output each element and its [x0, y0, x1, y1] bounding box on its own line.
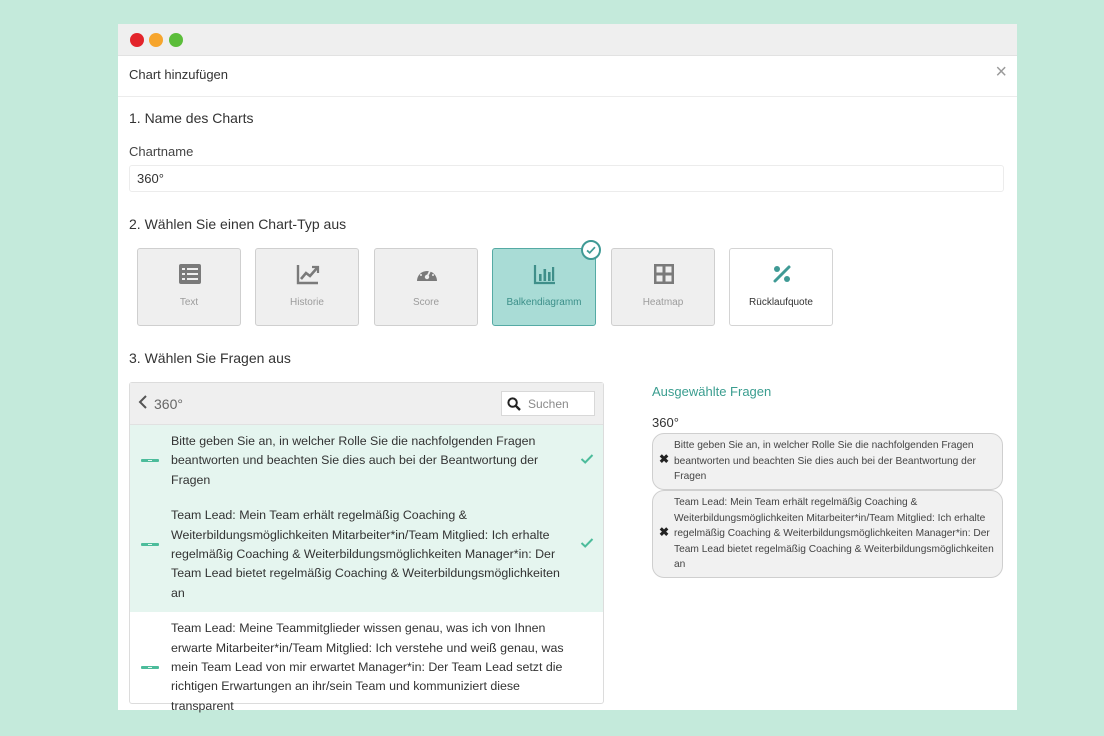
maximize-window-dot[interactable] — [169, 33, 183, 47]
section-type-title: 2. Wählen Sie einen Chart-Typ aus — [129, 216, 347, 232]
chart-dialog-window — [118, 24, 1017, 713]
bar-chart-icon — [533, 262, 557, 286]
chart-type-label: Score — [412, 297, 440, 308]
close-icon[interactable]: × — [995, 61, 1007, 83]
question-text: Bitte geben Sie an, in welcher Rolle Sie die nachfolgenden Fragen beantworten und beachten Sie dies auch bei der Beantwortung der Fragen — [171, 434, 539, 487]
chevron-left-icon[interactable] — [138, 395, 148, 414]
remove-icon[interactable]: ✖ — [659, 452, 670, 466]
percent-icon — [770, 262, 794, 286]
selected-question-text: Team Lead: Mein Team erhält regelmäßig Coaching & Weiterbildungsmöglichkeiten Mitarbeiter*in/Team Mitglied: Ich erhalte regelmäßig Coaching & Weiterbildungsmöglichkeiten Manager*in: Der Team Lead bietet regelmäßig Coaching & Weiterbildungsmöglichkeiten an — [674, 497, 994, 570]
selected-check-icon — [581, 240, 601, 260]
chart-type-historie[interactable] — [255, 248, 359, 326]
selected-question-chip — [652, 433, 1003, 490]
check-icon — [580, 453, 594, 465]
breadcrumb[interactable]: 360° — [154, 396, 183, 412]
chart-type-label: Rücklaufquote — [749, 297, 813, 308]
modal-title: Chart hinzufügen — [129, 67, 229, 82]
gauge-icon — [415, 262, 439, 286]
question-browser-header — [130, 383, 603, 425]
question-row[interactable] — [130, 499, 603, 612]
drag-handle-icon[interactable] — [141, 459, 159, 462]
chart-type-label: Heatmap — [642, 297, 684, 308]
selected-question-text: Bitte geben Sie an, in welcher Rolle Sie die nachfolgenden Fragen beantworten und beachten Sie dies auch bei der Beantwortung der Fragen — [674, 440, 976, 482]
check-icon — [580, 537, 594, 549]
chart-type-label: Historie — [290, 297, 324, 308]
chart-type-ruecklaufquote[interactable] — [729, 248, 833, 326]
chart-type-text[interactable] — [137, 248, 241, 326]
trend-chart-icon — [296, 262, 320, 286]
section-name-title: 1. Name des Charts — [129, 110, 254, 126]
question-row[interactable] — [130, 425, 603, 499]
remove-icon[interactable]: ✖ — [659, 525, 670, 539]
chartname-label: Chartname — [129, 144, 194, 159]
chart-type-label: Balkendiagramm — [506, 297, 582, 308]
grid-icon — [652, 262, 676, 286]
chart-type-balkendiagramm[interactable] — [492, 248, 596, 326]
selected-questions-title: Ausgewählte Fragen — [652, 384, 772, 399]
minimize-window-dot[interactable] — [149, 33, 163, 47]
search-icon — [507, 397, 521, 411]
question-list — [130, 425, 603, 725]
question-row[interactable] — [130, 612, 603, 725]
list-icon — [178, 262, 202, 286]
selected-group-label: 360° — [652, 415, 679, 430]
close-window-dot[interactable] — [130, 33, 144, 47]
chartname-input[interactable] — [129, 165, 1004, 192]
drag-handle-icon[interactable] — [141, 666, 159, 669]
question-browser — [129, 382, 604, 713]
section-questions-title: 3. Wählen Sie Fragen aus — [129, 350, 291, 366]
selected-question-chip — [652, 490, 1003, 578]
chart-type-score[interactable] — [374, 248, 478, 326]
chart-type-heatmap[interactable] — [611, 248, 715, 326]
modal-header — [118, 56, 1017, 97]
question-text: Team Lead: Mein Team erhält regelmäßig Coaching & Weiterbildungsmöglichkeiten Mitarbeiter*in/Team Mitglied: Ich erhalte regelmäßig Coaching & Weiterbildungsmöglichkeiten Manager*in: Der Team Lead bietet regelmäßig Coaching & Weiterbildungsmöglichkeiten an — [171, 508, 560, 600]
window-titlebar — [118, 24, 1017, 56]
search-field[interactable] — [501, 391, 595, 416]
search-input[interactable] — [528, 394, 592, 413]
chart-type-label: Text — [179, 297, 199, 308]
drag-handle-icon[interactable] — [141, 543, 159, 546]
question-text: Team Lead: Meine Teammitglieder wissen genau, was ich von Ihnen erwarte Mitarbeiter*in/Team Mitglied: Ich verstehe und weiß genau, was mein Team Lead von mir erwartet Manager*in: Der Team Lead setzt die richtigen Erwartungen an ihr/sein Team und kommuniziert diese transparent — [171, 621, 564, 713]
